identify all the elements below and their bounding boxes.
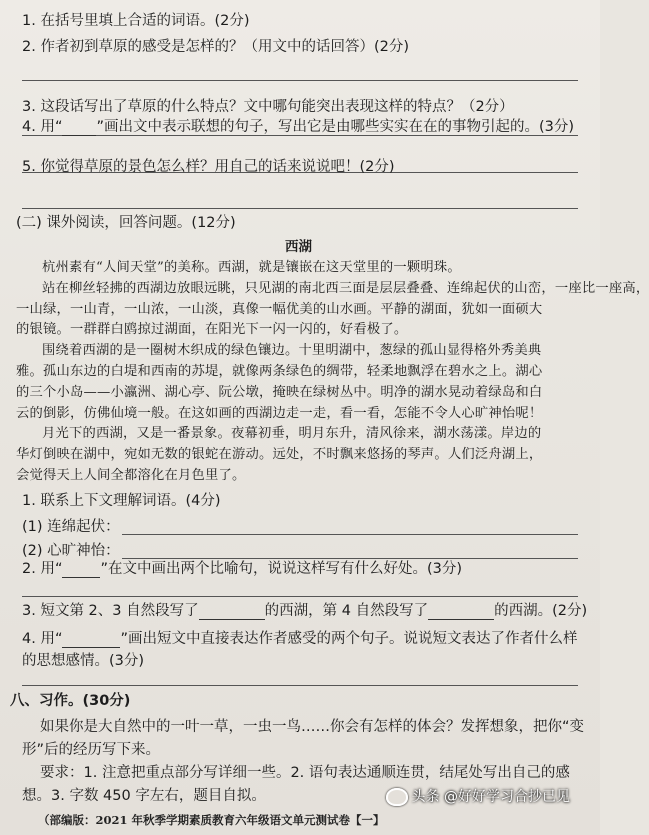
passage-line: 云的倒影，仿佛仙境一般。在这如画的西湖边走一走，看一看，怎能不令人心旷神怡呢！ xyxy=(16,405,543,421)
page-footer: （部编版：2021 年秋季学期素质教育六年级语文单元测试卷【一】 xyxy=(38,813,385,827)
passage-title: 西湖 xyxy=(285,239,312,255)
answer-line[interactable] xyxy=(22,685,578,686)
passage-line: 月光下的西湖，又是一番景象。夜幕初垂，明月东升，清风徐来，湖水荡漾。岸边的 xyxy=(42,426,542,442)
passage-line: 的三个小岛——小瀛洲、湖心亭、阮公墩，掩映在绿树丛中。明净的湖水晃动着绿岛和白 xyxy=(16,384,543,400)
answer-line[interactable] xyxy=(22,80,578,81)
section-header: 八、习作。(30分) xyxy=(10,693,131,709)
passage-line: 杭州素有“人间天堂”的美称。西湖，就是镶嵌在这天堂里的一颗明珠。 xyxy=(42,260,461,275)
reading-question-4-cont: 的思想感情。(3分) xyxy=(22,653,145,669)
question-3: 3. 这段话写出了草原的什么特点？文中哪句能突出表现这样的特点？（2分） xyxy=(22,99,514,115)
question-5: 5. 你觉得草原的景色怎么样？用自己的话来说说吧！(2分) xyxy=(22,159,395,175)
fill-blank[interactable] xyxy=(428,619,494,620)
watermark: 头条 @好好学习合抄已见 xyxy=(386,786,570,806)
answer-line[interactable] xyxy=(122,534,578,535)
passage-line: 站在柳丝轻拂的西湖边放眼远眺，只见湖的南北西三面是层层叠叠、连绵起伏的山峦，一座比一座高， xyxy=(42,280,649,296)
passage-line: 围绕着西湖的是一圈树木织成的绿色镶边。十里明湖中，葱绿的孤山显得格外秀美典 xyxy=(42,343,542,359)
watermark-icon xyxy=(386,788,408,806)
question-1: 1. 在括号里填上合适的词语。(2分) xyxy=(22,13,250,29)
answer-line[interactable] xyxy=(22,208,578,209)
reading-question-1: 1. 联系上下文理解词语。(4分) xyxy=(22,493,221,509)
question-2: 2. 作者初到草原的感受是怎样的？（用文中的话回答）(2分) xyxy=(22,39,409,55)
passage-line: 华灯倒映在湖中，宛如无数的银蛇在游动。远处，不时飘来悠扬的琴声。人们泛舟湖上， xyxy=(16,447,543,463)
reading-question-2: 2. 用“ ”在文中画出两个比喻句，说说这样写有什么好处。(3分) xyxy=(22,561,463,577)
section-header: (二) 课外阅读，回答问题。(12分) xyxy=(16,215,236,231)
passage-line: 雅。孤山东边的白堤和西南的苏堤，就像两条绿色的绸带，轻柔地飘浮在碧水之上。湖心 xyxy=(16,363,543,379)
essay-prompt: 如果你是大自然中的一叶一草，一虫一鸟……你会有怎样的体会？发挥想象，把你“变 xyxy=(40,719,585,735)
underline-sample xyxy=(62,135,96,136)
underline-sample xyxy=(62,577,100,578)
essay-requirements: 要求：1. 注意把重点部分写详细一些。2. 语句表达通顺连贯，结尾处写出自己的感 xyxy=(40,765,570,781)
passage-line: 的银镜。一群群白鸥掠过湖面，在阳光下一闪一闪的，好看极了。 xyxy=(16,322,408,338)
reading-question-3: 3. 短文第 2、3 自然段写了 的西湖，第 4 自然段写了 的西湖。(2分) xyxy=(22,603,588,619)
passage xyxy=(16,258,649,487)
reading-question-1a: (1) 连绵起伏： xyxy=(22,519,120,535)
essay-requirements: 想。3. 字数 450 字左右，题目自拟。 xyxy=(22,788,266,804)
question-4: 4. 用“ ”画出文中表示联想的句子，写出它是由哪些实实在在的事物引起的。(3分) xyxy=(22,119,575,135)
answer-line[interactable] xyxy=(122,558,578,559)
passage-line: 会觉得天上人间全都溶化在月色里了。 xyxy=(16,467,246,483)
passage-line: 一山绿，一山青，一山浓，一山淡，真像一幅优美的山水画。平静的湖面，犹如一面硕大 xyxy=(16,301,543,317)
fill-blank[interactable] xyxy=(199,619,265,620)
answer-line[interactable] xyxy=(22,596,578,597)
essay-prompt: 形”后的经历写下来。 xyxy=(22,742,161,758)
reading-question-4: 4. 用“ ”画出短文中直接表达作者感受的两个句子。说说短文表达了作者什么样 xyxy=(22,631,578,647)
underline-sample xyxy=(62,647,120,648)
reading-question-1b: (2) 心旷神怡： xyxy=(22,543,120,559)
